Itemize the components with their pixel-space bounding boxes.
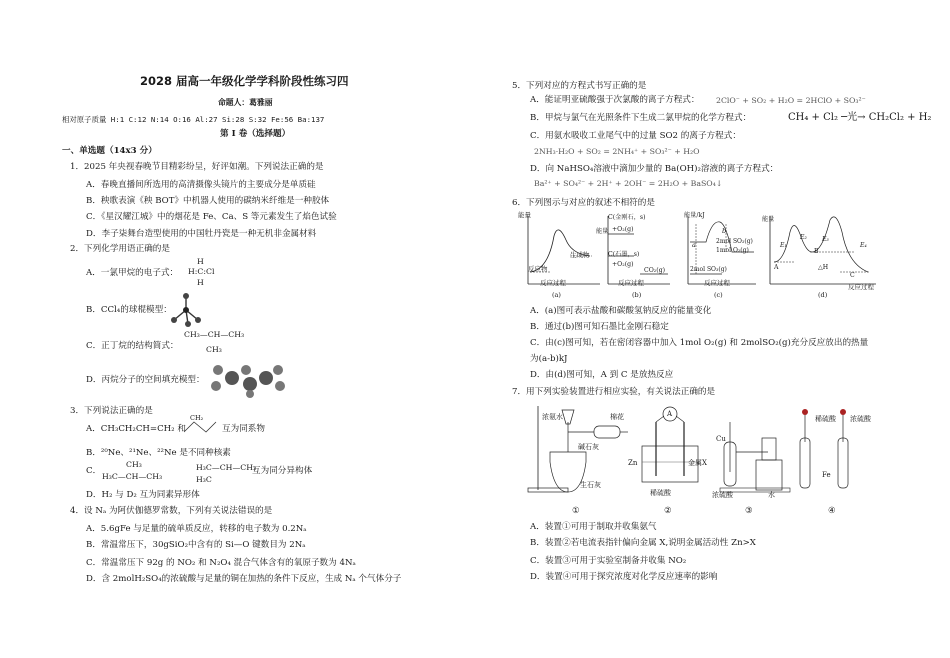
q7-option-d: D．装置④可用于探究浓度对化学反应速率的影响 — [530, 572, 718, 582]
ring-ch2-label: CH₂ — [190, 414, 204, 422]
q3-option-a-tail: 互为同系物 — [222, 424, 265, 434]
fig-b-graphite: C(石墨，s) — [608, 251, 640, 258]
fig-c-caption: (c) — [714, 291, 723, 299]
q4-stem: 4．设 Nₐ 为阿伏伽德罗常数，下列有关说法错误的是 — [70, 506, 273, 516]
propane-fill-model — [206, 360, 286, 398]
fig-d-ylabel: 能量 — [762, 216, 775, 223]
q3-option-a: A．CH₃CH₂CH=CH₂ 和 — [86, 424, 186, 434]
ball-stick-model — [168, 292, 204, 328]
q5-eq-a: 2ClO⁻ + SO₂ + H₂O = 2HClO + SO₃²⁻ — [716, 96, 866, 105]
fig-d-dh: △H — [818, 264, 829, 271]
fig-d-c: C — [850, 272, 855, 279]
elec-h-top: H — [197, 257, 204, 266]
fig-a-reactant: 反应物 — [528, 265, 548, 273]
q7-option-c: C．装置③可用于实验室制备并收集 NO₂ — [530, 556, 687, 566]
app1-ammonia: 浓氨水 — [542, 413, 563, 421]
fig-d-caption: (d) — [818, 291, 828, 299]
q6-option-a: A．(a)图可表示盐酸和碳酸氢钠反应的能量变化 — [530, 306, 712, 316]
fig-d-xlabel: 反应过程 — [848, 283, 874, 291]
q1-stem: 1．2025 年央视春晚节目精彩纷呈，好评如潮。下列说法正确的是 — [70, 162, 324, 172]
butane-branch: CH₃ — [206, 345, 222, 354]
fig-b-caption: (b) — [632, 291, 642, 299]
fig-c-b: b — [722, 227, 727, 235]
fig-b-diamond: C(金刚石，s) — [608, 214, 646, 221]
q2-option-a: A．一氯甲烷的电子式： — [86, 268, 179, 278]
fig-d-e3: E₃ — [822, 236, 829, 243]
fig-a-ylabel: 能量 — [518, 211, 531, 219]
q3-option-c: C． — [86, 466, 102, 476]
isomer-2-branch: H₃C — [196, 475, 212, 484]
page-title: 2028 届高一年级化学学科阶段性练习四 — [140, 74, 349, 88]
q4-option-d: D．含 2molH₂SO₄的浓硫酸与足量的铜在加热的条件下反应，生成 Nₐ 个气体分子 — [86, 574, 402, 584]
app-num-2: ② — [664, 506, 672, 516]
fig-c-o2: 1mol O₂(g) — [716, 247, 749, 254]
q5-option-a: A．能证明亚硫酸强于次氯酸的离子方程式： — [530, 95, 700, 105]
butane-chain: CH₃—CH—CH₃ — [184, 330, 245, 339]
app2-dilute-acid: 稀硫酸 — [650, 489, 671, 497]
fig-d-a: A — [774, 264, 779, 271]
fig-c-ylabel: 能量/kJ — [684, 212, 705, 219]
fig-a-product: 生成物 — [570, 251, 590, 259]
q1-option-a: A．春晚直播间所选用的高清摄像头镜片的主要成分是单质硅 — [86, 180, 316, 190]
author-line: 命题人：葛雅丽 — [218, 98, 273, 107]
isomer-1-top: CH₃ — [126, 460, 142, 469]
app-num-1: ① — [572, 506, 580, 516]
q3-option-b: B．²⁰Ne、²¹Ne、²²Ne 是不同种核素 — [86, 448, 231, 458]
q4-option-c: C．常温常压下 92g 的 NO₂ 和 N₂O₄ 混合气体含有的氧原子数为 4Nₐ — [86, 558, 356, 568]
fig-a-xlabel: 反应过程 — [540, 279, 566, 287]
app2-metal-x: 金属X — [688, 459, 707, 467]
app3-cu: Cu — [716, 435, 726, 443]
elec-formula: H:C:Cl — [188, 267, 215, 276]
fig-b-diamond-o2: +O₂(g) — [612, 226, 634, 233]
atomic-masses: 相对原子质量 H:1 C:12 N:14 O:16 Al:27 Si:28 S:32 Fe:56 Ba:137 — [62, 115, 325, 124]
q5-option-d: D．向 NaHSO₄溶液中滴加少量的 Ba(OH)₂溶液的离子方程式： — [530, 164, 779, 174]
q1-option-b: B．秧歌表演《秧 BOT》中机器人使用的碳纳米纤维是一种胶体 — [86, 196, 330, 206]
fig-c-so2: 2mol SO₂(g) — [716, 238, 753, 245]
q6-option-b: B．通过(b)图可知石墨比金刚石稳定 — [530, 322, 669, 332]
fig-c-xlabel: 反应过程 — [704, 279, 730, 287]
q7-option-a: A．装置①可用于制取并收集氨气 — [530, 522, 657, 532]
q2-stem: 2．下列化学用语正确的是 — [70, 244, 170, 254]
app3-water: 水 — [768, 491, 775, 499]
fig-c-a: a — [692, 241, 696, 249]
q5-option-c: C．用氨水吸收工业尾气中的过量 SO2 的离子方程式： — [530, 131, 741, 141]
apparatus-figures — [524, 402, 854, 502]
q6-option-c-cont: 为(a-b)kJ — [530, 354, 568, 364]
elec-h-bottom: H — [197, 278, 204, 287]
app1-soda-lime: 碱石灰 — [578, 443, 599, 451]
fig-b-co2: CO₂(g) — [644, 267, 666, 274]
isomer-1-chain: H₃C—CH—CH₃ — [102, 472, 163, 481]
app4-conc-acid: 浓硫酸 — [850, 415, 871, 423]
section-heading: 第 I 卷（选择题） — [220, 129, 291, 139]
q5-eq-b: CH₄ + Cl₂ ─光→ CH₂Cl₂ + H₂ — [788, 112, 932, 123]
q5-stem: 5．下列对应的方程式书写正确的是 — [512, 81, 647, 91]
q5-eq-c: 2NH₃·H₂O + SO₂ = 2NH₄⁺ + SO₃²⁻ + H₂O — [534, 147, 700, 156]
app1-quicklime: 生石灰 — [580, 481, 601, 489]
app-num-4: ④ — [828, 506, 836, 516]
app4-fe: Fe — [822, 471, 831, 479]
app2-zn: Zn — [628, 459, 638, 467]
q1-option-d: D．李子柒舞台造型使用的中国牡丹瓷是一种无机非金属材料 — [86, 229, 317, 239]
isomer-2-chain: H₃C—CH—CH₃ — [196, 463, 257, 472]
app3-conc-acid: 浓硫酸 — [712, 491, 733, 499]
q4-option-b: B．常温常压下，30gSiO₂中含有的 Si—O 键数目为 2Nₐ — [86, 540, 306, 550]
fig-b-ylabel: 能量 — [596, 228, 609, 235]
app2-ammeter: A — [667, 410, 673, 418]
q5-eq-d: Ba²⁺ + SO₄²⁻ + 2H⁺ + 2OH⁻ = 2H₂O + BaSO₄↓ — [534, 179, 723, 188]
q6-stem: 6．下列图示与对应的叙述不相符的是 — [512, 198, 655, 208]
q7-option-b: B．装置②若电流表指针偏向金属 X,说明金属活动性 Zn>X — [530, 538, 756, 548]
q3-stem: 3．下列说法正确的是 — [70, 406, 153, 416]
app-num-3: ③ — [745, 506, 753, 516]
part-heading: 一、单选题（14x3 分） — [62, 146, 157, 156]
q7-stem: 7．用下列实验装置进行相应实验，有关说法正确的是 — [512, 387, 716, 397]
fig-d-b: B — [814, 248, 819, 255]
fig-a-caption: (a) — [552, 291, 561, 299]
q3-option-d: D．H₂ 与 D₂ 互为同素异形体 — [86, 490, 200, 500]
q3-option-c-tail: 互为同分异构体 — [252, 466, 313, 476]
q5-option-b: B．甲烷与氯气在光照条件下生成二氯甲烷的化学方程式： — [530, 113, 752, 123]
q2-option-d: D．丙烷分子的空间填充模型： — [86, 375, 205, 385]
fig-d-e4: E₄ — [860, 242, 867, 249]
fig-b-xlabel: 反应过程 — [618, 279, 644, 287]
q1-option-c: C．《星汉耀江城》中的烟花是 Fe、Ca、S 等元素发生了焰色试验 — [86, 212, 337, 222]
q2-option-c: C．正丁烷的结构简式： — [86, 341, 179, 351]
fig-c-so3: 2mol SO₃(g) — [690, 266, 727, 273]
fig-b-graphite-o2: +O₂(g) — [612, 261, 634, 268]
app4-dilute-acid: 稀硫酸 — [815, 415, 836, 423]
app1-cotton: 棉花 — [610, 413, 624, 421]
fig-d-e2: E₂ — [800, 234, 807, 241]
q4-option-a: A．5.6gFe 与足量的硫单质反应，转移的电子数为 0.2Nₐ — [86, 524, 307, 534]
fig-d-e1: E₁ — [780, 242, 787, 249]
q2-option-b: B．CCl₄的球棍模型： — [86, 305, 172, 315]
q6-option-d: D．由(d)图可知，A 到 C 是放热反应 — [530, 370, 674, 380]
q6-option-c: C．由(c)图可知，若在密闭容器中加入 1mol O₂(g) 和 2molSO₂(g)充分反应放出的热量 — [530, 338, 869, 348]
